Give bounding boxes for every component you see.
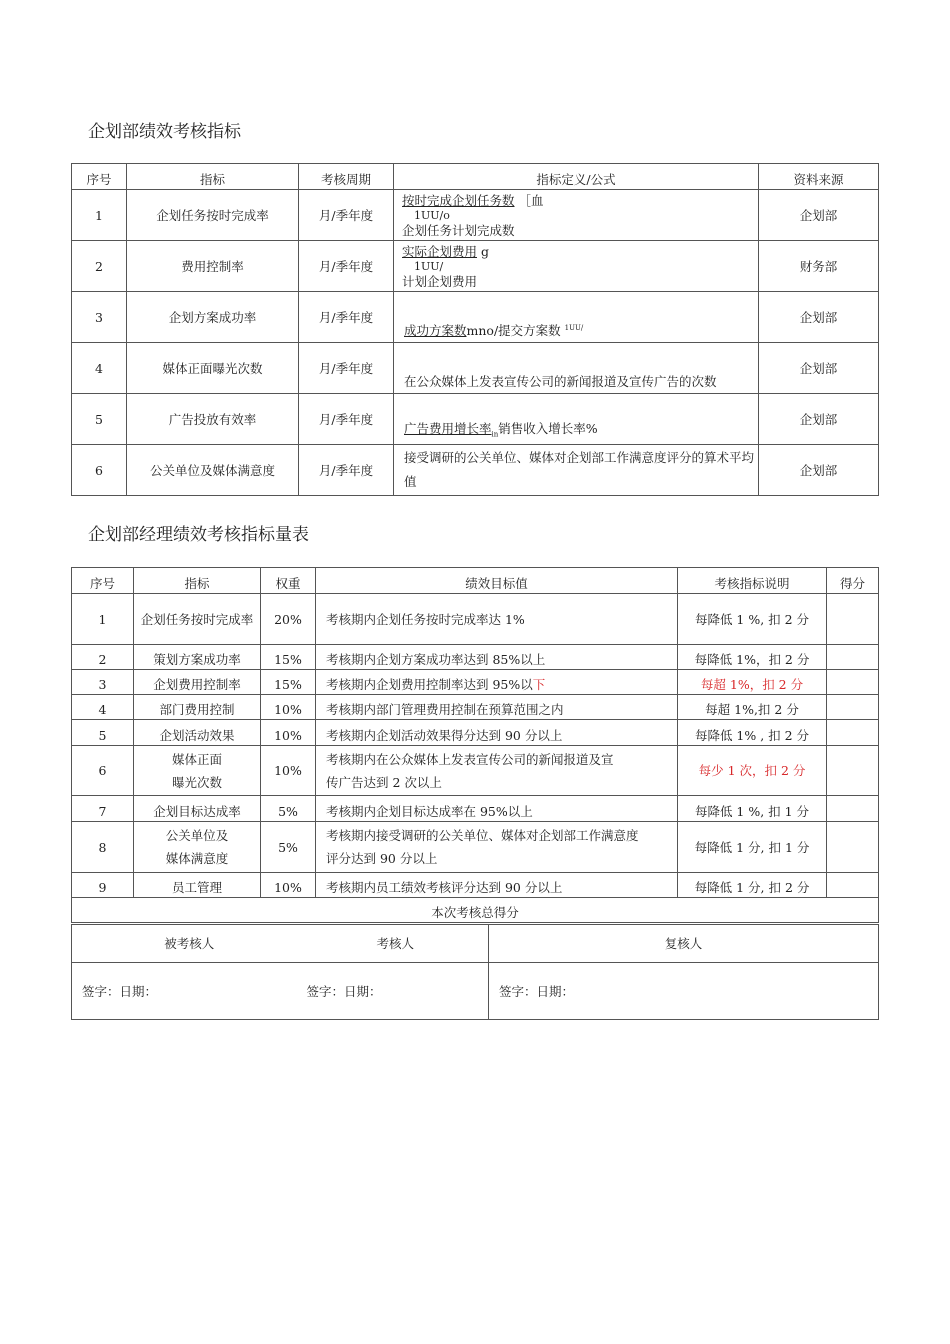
section1-title: 企划部绩效考核指标 [88,122,241,142]
row-weight: 10% [261,720,316,746]
section2-title: 企划部经理绩效考核指标量表 [88,525,309,545]
row-weight: 10% [261,873,316,898]
row-indicator: 策划方案成功率 [134,645,261,670]
indicator-line: 媒体满意度 [165,851,229,866]
header-description: 考核指标说明 [678,568,827,594]
signature-header-row [72,925,879,963]
row-no: 7 [72,796,134,822]
row-score[interactable] [827,645,879,670]
row-period: 月/季年度 [299,241,394,292]
row-period: 月/季年度 [299,445,394,496]
row-no: 4 [72,695,134,720]
indicator-table [71,163,879,496]
row-source: 企划部 [759,190,879,241]
table-row [72,394,879,445]
table-row [72,796,879,822]
row-target: 考核期内企划目标达成率在 95%以上 [316,796,678,822]
row-indicator: 员工管理 [134,873,261,898]
signature-table [71,924,879,1020]
row-indicator: 企划方案成功率 [127,292,299,343]
row-score[interactable] [827,873,879,898]
def-mark: g [481,243,490,259]
header-source: 资料来源 [759,164,879,190]
def-denominator: 计划企划费用 [402,273,478,289]
row-definition: 接受调研的公关单位、媒体对企划部工作满意度评分的算术平均值 [394,445,759,496]
row-no: 6 [72,445,127,496]
indicator-line: 公关单位及 [165,828,229,843]
table-header-row [72,164,879,190]
row-score[interactable] [827,594,879,645]
def-tiny: 1UU/ [564,323,584,332]
row-period: 月/季年度 [299,292,394,343]
row-indicator [134,746,261,796]
row-no: 1 [72,594,134,645]
row-no: 1 [72,190,127,241]
row-description: 每降低 1 分, 扣 2 分 [678,873,827,898]
target-text: 考核期内企划费用控制率达到 95%以 [326,677,533,692]
target-line: 评分达到 90 分以上 [326,851,438,866]
row-weight: 5% [261,796,316,822]
row-weight: 15% [261,645,316,670]
row-score[interactable] [827,822,879,873]
row-description: 每降低 1% , 扣 2 分 [678,720,827,746]
def-ratio: 1UU/o [414,208,450,222]
row-weight: 20% [261,594,316,645]
total-score-label: 本次考核总得分 [72,898,879,923]
row-period: 月/季年度 [299,190,394,241]
indicator-line: 媒体正面 [171,751,222,767]
row-description: 每降低 1 %, 扣 1 分 [678,796,827,822]
row-description: 每降低 1 分, 扣 1 分 [678,822,827,873]
table-header-row [72,568,879,594]
row-definition: 在公众媒体上发表宣传公司的新闻报道及宣传广告的次数 [394,343,759,394]
row-source: 企划部 [759,343,879,394]
table-row [72,695,879,720]
row-no: 8 [72,822,134,873]
row-indicator: 广告投放有效率 [127,394,299,445]
row-source: 企划部 [759,394,879,445]
total-score-row [72,898,879,923]
header-target: 绩效目标值 [316,568,678,594]
row-indicator: 费用控制率 [127,241,299,292]
row-indicator: 企划任务按时完成率 [134,594,261,645]
row-no: 2 [72,241,127,292]
row-description: 每降低 1%，扣 2 分 [678,645,827,670]
row-description: 每超 1%,扣 2 分 [678,695,827,720]
row-target: 考核期内企划活动效果得分达到 90 分以上 [316,720,678,746]
row-score[interactable] [827,746,879,796]
row-indicator: 企划目标达成率 [134,796,261,822]
row-definition [394,241,759,292]
row-target: 考核期内部门管理费用控制在预算范围之内 [316,695,678,720]
row-indicator: 部门费用控制 [134,695,261,720]
header-no: 序号 [72,568,134,594]
row-source: 企划部 [759,292,879,343]
row-target [316,746,678,796]
row-no: 5 [72,720,134,746]
row-definition [394,190,759,241]
table-row [72,670,879,695]
def-numerator: 按时完成企划任务数 [402,192,515,208]
header-weight: 权重 [261,568,316,594]
table-row [72,720,879,746]
row-no: 4 [72,343,127,394]
def-ratio: 1UU/ [414,259,444,273]
row-description: 每降低 1 %, 扣 2 分 [678,594,827,645]
header-period: 考核周期 [299,164,394,190]
row-indicator: 媒体正面曝光次数 [127,343,299,394]
header-indicator: 指标 [134,568,261,594]
header-no: 序号 [72,164,127,190]
row-indicator: 企划任务按时完成率 [127,190,299,241]
row-description: 每少 1 次，扣 2 分 [678,746,827,796]
signature-row [72,963,879,1020]
row-target [316,822,678,873]
table-row [72,190,879,241]
row-no: 3 [72,292,127,343]
row-no: 9 [72,873,134,898]
row-description: 每超 1%，扣 2 分 [678,670,827,695]
row-no: 6 [72,746,134,796]
header-definition: 指标定义/公式 [394,164,759,190]
target-red-text: 下 [532,677,546,692]
def-tiny: in [491,430,499,438]
header-indicator: 指标 [127,164,299,190]
assessee-sign[interactable]: 签字：日期： [72,963,307,1020]
target-line: 考核期内接受调研的公关单位、媒体对企划部工作满意度 [326,828,639,843]
row-weight: 10% [261,746,316,796]
reviewer-sign[interactable]: 签字：日期： [489,963,879,1020]
row-target: 考核期内企划任务按时完成率达 1% [316,594,678,645]
def-numerator: 广告费用增长率 [404,420,492,436]
row-score[interactable] [827,720,879,746]
table-row [72,445,879,496]
row-definition [394,292,759,343]
row-weight: 15% [261,670,316,695]
row-weight: 5% [261,822,316,873]
def-rest: 销售收入增长率% [498,420,598,436]
row-period: 月/季年度 [299,394,394,445]
def-numerator: 实际企划费用 [402,243,478,259]
indicator-line: 曝光次数 [171,774,222,790]
row-score[interactable] [827,695,879,720]
row-source: 财务部 [759,241,879,292]
table-row [72,822,879,873]
assessee-label: 被考核人 [72,925,307,963]
row-no: 5 [72,394,127,445]
header-score: 得分 [827,568,879,594]
row-definition [394,394,759,445]
row-target [316,670,678,695]
table-row [72,343,879,394]
def-denominator: 企划任务计划完成数 [402,222,515,238]
row-source: 企划部 [759,445,879,496]
row-no: 3 [72,670,134,695]
target-line: 传广告达到 2 次以上 [326,774,442,790]
row-indicator: 公关单位及媒体满意度 [127,445,299,496]
table-row [72,241,879,292]
target-line: 考核期内在公众媒体上发表宣传公司的新闻报道及宣 [326,751,614,767]
table-row [72,746,879,796]
row-score[interactable] [827,796,879,822]
def-rest: mno/提交方案数 [466,323,561,338]
row-target: 考核期内企划方案成功率达到 85%以上 [316,645,678,670]
assessor-label: 考核人 [307,925,489,963]
row-indicator: 企划活动效果 [134,720,261,746]
table-row [72,594,879,645]
table-row [72,292,879,343]
reviewer-label: 复核人 [489,925,879,963]
table-row [72,873,879,898]
row-target: 考核期内员工绩效考核评分达到 90 分以上 [316,873,678,898]
row-no: 2 [72,645,134,670]
row-weight: 10% [261,695,316,720]
row-score[interactable] [827,670,879,695]
row-indicator: 企划费用控制率 [134,670,261,695]
assessor-sign[interactable]: 签字：日期： [307,963,489,1020]
scoring-table [71,567,879,923]
table-row [72,645,879,670]
def-numerator: 成功方案数 [404,323,467,338]
row-indicator [134,822,261,873]
row-period: 月/季年度 [299,343,394,394]
def-mark: ［血 [518,192,544,208]
